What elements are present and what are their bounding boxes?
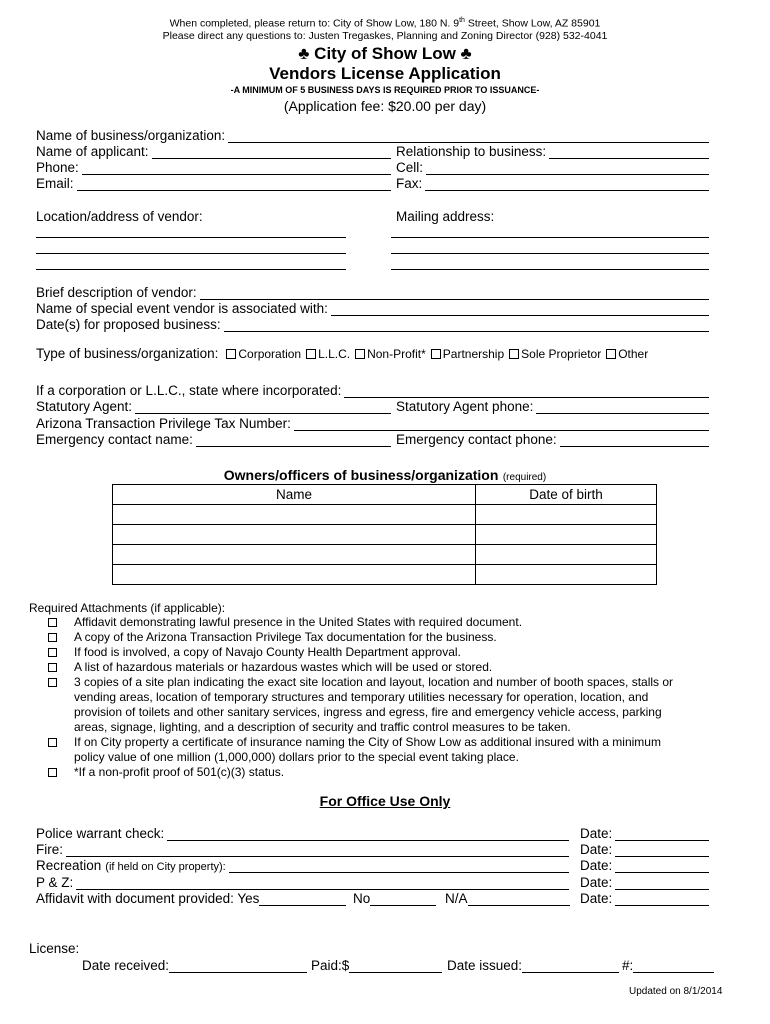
owners-table [112,484,657,585]
type-llc[interactable]: L.L.C. [301,347,350,361]
attachment-item: Affidavit demonstrating lawful presence in the United States with required document. [48,615,718,630]
location-line-3[interactable] [36,269,346,270]
business-name-label: Name of business/organization: [36,128,226,143]
statutory-agent-phone-field[interactable] [396,399,709,414]
checkbox-icon[interactable] [48,768,57,777]
owner-dob-cell[interactable] [476,565,657,585]
phone-label: Phone: [36,160,79,175]
cell-field[interactable] [396,160,709,175]
emergency-name-label: Emergency contact name: [36,432,193,447]
affidavit-date-field[interactable]: Date: [580,891,709,906]
cell-label: Cell: [396,160,424,175]
fire-label: Fire: [36,842,63,857]
checkbox-icon[interactable] [48,738,57,747]
checkbox-icon[interactable] [509,349,519,359]
checkbox-icon[interactable] [48,678,57,687]
checkbox-icon[interactable] [48,618,57,627]
dates-label: Date(s) for proposed business: [36,317,221,332]
owner-dob-cell[interactable] [476,545,657,565]
fax-label: Fax: [396,176,423,191]
affidavit-no-field[interactable]: No [353,891,436,906]
location-label: Location/address of vendor: [36,209,203,224]
business-type-row [36,346,648,361]
checkbox-icon[interactable] [306,349,316,359]
tax-number-label: Arizona Transaction Privilege Tax Number: [36,416,291,431]
attachment-item: A copy of the Arizona Transaction Privilege Tax documentation for the business. [48,630,718,645]
attachment-item: If food is involved, a copy of Navajo County Health Department approval. [48,645,718,660]
statutory-agent-label: Statutory Agent: [36,399,133,414]
type-partnership[interactable]: Partnership [426,347,504,361]
relationship-label: Relationship to business: [396,144,547,159]
recreation-date-field[interactable]: Date: [580,858,709,873]
applicant-name-field[interactable] [36,144,391,159]
checkbox-icon[interactable] [606,349,616,359]
special-event-field[interactable] [36,301,709,316]
owner-name-cell[interactable] [113,545,476,565]
pz-label: P & Z: [36,875,74,890]
emergency-phone-label: Emergency contact phone: [396,432,557,447]
fax-field[interactable] [396,176,709,191]
email-field[interactable] [36,176,391,191]
table-row [113,545,657,565]
business-type-label: Type of business/organization: [36,346,219,361]
police-date-field[interactable]: Date: [580,826,709,841]
fire-field[interactable] [36,842,569,857]
owners-col-dob: Date of birth [476,485,657,505]
application-fee: (Application fee: $20.00 per day) [283,98,487,114]
attachment-item: If on City property a certificate of insurance naming the City of Show Low as additional insured with a minimum policy value of one million (1,000,000) dollars prior to the special event taking place. [48,735,718,765]
phone-field[interactable] [36,160,391,175]
checkbox-icon[interactable] [226,349,236,359]
processing-notice: -A MINIMUM OF 5 BUSINESS DAYS IS REQUIRED PRIOR TO ISSUANCE- [230,85,540,95]
owner-dob-cell[interactable] [476,505,657,525]
recreation-field[interactable]: Recreation (if held on City property): [36,858,569,873]
owner-dob-cell[interactable] [476,525,657,545]
type-sole-proprietor[interactable]: Sole Proprietor [504,347,601,361]
affidavit-label: Affidavit with document provided: Yes [36,891,260,906]
mailing-line-2[interactable] [391,253,709,254]
emergency-name-field[interactable] [36,432,391,447]
date-received-field[interactable]: Date received: [82,958,307,973]
attachments-heading: Required Attachments (if applicable): [29,601,226,615]
police-check-field[interactable] [36,826,569,841]
affidavit-na-field[interactable]: N/A [445,891,570,906]
location-line-2[interactable] [36,253,346,254]
city-title: ♣ City of Show Low ♣ [298,44,472,63]
checkbox-icon[interactable] [48,633,57,642]
attachment-item: 3 copies of a site plan indicating the exact site location and layout, location and number of booth spaces, stalls or vending areas, location of temporary structures and temporary utilities necessary for operation, location, and provision of toilets and other sanitary services, ingress and egress, fire and emergency vehicle access, parking areas, signage, lighting, and a description of security and traffic control measures to be taken. [48,675,718,735]
checkbox-icon[interactable] [355,349,365,359]
office-use-title: For Office Use Only [319,793,451,809]
owner-name-cell[interactable] [113,565,476,585]
police-label: Police warrant check: [36,826,165,841]
return-address-line: When completed, please return to: City of Show Low, 180 N. 9th Street, Show Low, AZ 85901 [169,17,601,30]
dates-field[interactable] [36,317,709,332]
description-field[interactable] [36,285,709,300]
tax-number-field[interactable] [36,416,709,431]
fire-date-field[interactable]: Date: [580,842,709,857]
state-incorporated-field[interactable] [36,383,709,398]
affidavit-yes-field[interactable] [36,891,346,906]
applicant-name-label: Name of applicant: [36,144,149,159]
email-label: Email: [36,176,74,191]
date-issued-field[interactable]: Date issued: [447,958,619,973]
emergency-phone-field[interactable] [396,432,709,447]
statutory-agent-phone-label: Statutory Agent phone: [396,399,534,414]
owners-header-row [113,485,657,505]
license-number-field[interactable]: #: [622,958,714,973]
checkbox-icon[interactable] [48,663,57,672]
mailing-label: Mailing address: [396,209,495,224]
owners-heading: Owners/officers of business/organization (required) [223,467,547,483]
attachment-item: *If a non-profit proof of 501(c)(3) status. [48,765,718,780]
form-title: Vendors License Application [269,64,501,83]
business-name-field[interactable] [36,128,709,143]
type-non-profit[interactable]: Non-Profit* [350,347,426,361]
pz-field[interactable] [36,875,569,890]
owner-name-cell[interactable] [113,505,476,525]
pz-date-field[interactable]: Date: [580,875,709,890]
table-row [113,565,657,585]
owners-col-name: Name [113,485,476,505]
updated-date: Updated on 8/1/2014 [629,986,723,997]
recreation-label: Recreation [36,858,102,873]
questions-line: Please direct any questions to: Justen Tregaskes, Planning and Zoning Director (928) 532-4041 [162,30,608,42]
table-row [113,505,657,525]
description-label: Brief description of vendor: [36,285,197,300]
license-label: License: [29,941,80,956]
owner-name-cell[interactable] [113,525,476,545]
relationship-field[interactable] [396,144,709,159]
mailing-line-1[interactable] [391,237,709,238]
checkbox-icon[interactable] [48,648,57,657]
location-line-1[interactable] [36,237,346,238]
checkbox-icon[interactable] [431,349,441,359]
type-other[interactable]: Other [601,347,648,361]
attachment-item: A list of hazardous materials or hazardous wastes which will be used or stored. [48,660,718,675]
paid-field[interactable]: Paid:$ [311,958,442,973]
type-corporation[interactable]: Corporation [221,347,301,361]
mailing-line-3[interactable] [391,269,709,270]
special-event-label: Name of special event vendor is associated with: [36,301,328,316]
state-incorporated-label: If a corporation or L.L.C., state where incorporated: [36,383,342,398]
table-row [113,525,657,545]
statutory-agent-field[interactable] [36,399,391,414]
